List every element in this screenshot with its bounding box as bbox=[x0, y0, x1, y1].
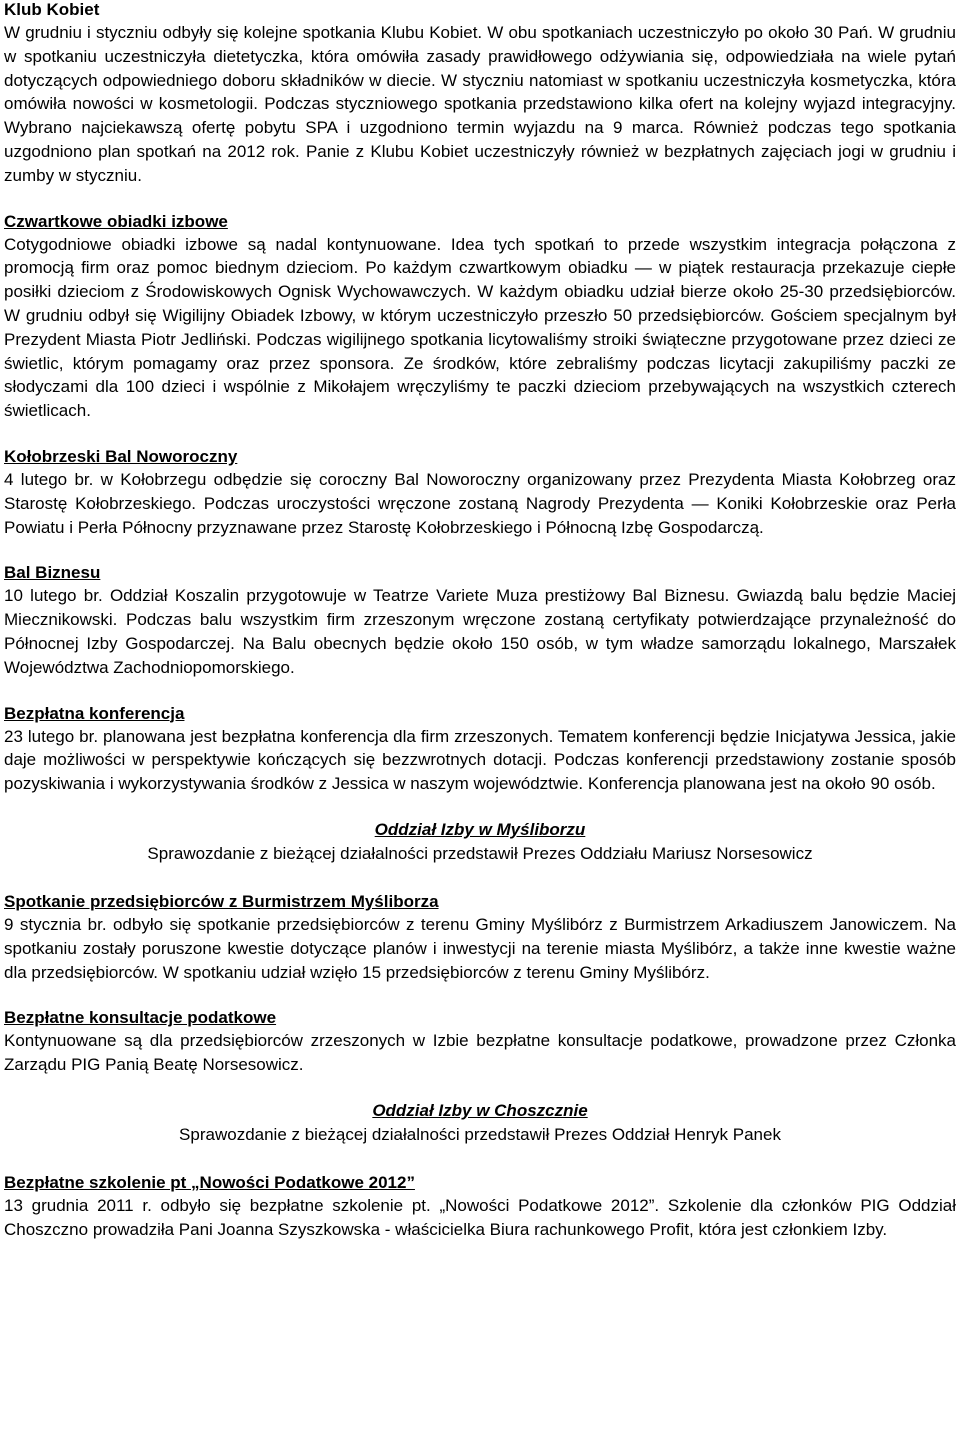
section-paragraph: 13 grudnia 2011 r. odbyło się bezpłatne szkolenie pt. „Nowości Podatkowe 2012”. Szkolenie dla członków PIG Oddział Choszczno prowadziła Pani Joanna Szyszkowska - właścicielka Biura rachunkowego Profit, która jest członkiem Izby. bbox=[4, 1195, 956, 1239]
section-heading: Bal Biznesu bbox=[4, 563, 101, 583]
branch-title: Oddział Izby w Choszcznie bbox=[372, 1100, 588, 1120]
section-paragraph: W grudniu i styczniu odbyły się kolejne spotkania Klubu Kobiet. W obu spotkaniach uczestniczyło po około 30 Pań. W grudniu w spotkaniu uczestniczyła dietetyczka, która omówiła zasady prawidłowego odżywiania się, odpowiedziała na wiele pytań dotyczących odpowiedniego doboru składników w diecie. W styczniu natomiast w spotkaniu uczestniczyła kosmetyczka, która omówiła nowości w kosmetologii. Podczas styczniowego spotkania przedstawiono kilka ofert na kolejny wyjazd integracyjny. Wybrano najciekawszą ofertę pobytu SPA i uzgodniono termin wyjazdu na 9 marca. Również podczas tego spotkania uzgodniono plan spotkań na 2012 rok. Panie z Klubu Kobiet uczestniczyły również w bezpłatnych zajęciach jogi w grudniu i zumby w styczniu. bbox=[4, 23, 956, 185]
section-spotkanie-burmistrz bbox=[4, 890, 956, 984]
branch-report: Sprawozdanie z bieżącej działalności przedstawił Prezes Oddział Henryk Panek bbox=[179, 1124, 781, 1144]
branch-mysliborz bbox=[4, 818, 956, 866]
section-heading: Bezpłatne szkolenie pt „Nowości Podatkowe 2012” bbox=[4, 1172, 415, 1192]
section-paragraph: 4 lutego br. w Kołobrzegu odbędzie się coroczny Bal Noworoczny organizowany przez Prezydenta Miasta Kołobrzeg oraz Starostę Kołobrzeskiego. Podczas uroczystości wręczone zostaną Nagrody Prezydenta — Koniki Kołobrzeskie oraz Perła Powiatu i Perła Północny przyznawane przez Starostę Kołobrzeskiego i Północną Izbę Gospodarczą. bbox=[4, 469, 956, 537]
section-paragraph: 10 lutego br. Oddział Koszalin przygotowuje w Teatrze Variete Muza prestiżowy Bal Biznesu. Gwiazdą balu będzie Maciej Miecznikowski. Podczas balu wszystkim firm zrzeszonym wręczone zostaną certyfikaty potwierdzające przynależność do Północnej Izby Gospodarczej. Na Balu obecnych będzie około 150 osób, w tym władze samorządu lokalnego, Marszałek Województwa Zachodniopomorskiego. bbox=[4, 586, 956, 677]
section-heading: Czwartkowe obiadki izbowe bbox=[4, 211, 228, 231]
branch-title: Oddział Izby w Myśliborzu bbox=[374, 819, 586, 839]
section-bal-noworoczny bbox=[4, 445, 956, 539]
section-czwartkowe-obiadki bbox=[4, 210, 956, 423]
section-paragraph: Kontynuowane są dla przedsiębiorców zrzeszonych w Izbie bezpłatne konsultacje podatkowe, prowadzone przez Członka Zarządu PIG Panią Beatę Norsesowicz. bbox=[4, 1031, 956, 1075]
section-szkolenie-podatkowe bbox=[4, 1171, 956, 1242]
section-bal-biznesu bbox=[4, 561, 956, 679]
section-paragraph: 9 stycznia br. odbyło się spotkanie przedsiębiorców z terenu Gminy Myślibórz z Burmistrzem Arkadiuszem Janowiczem. Na spotkaniu zostały poruszone kwestie dotyczące planów i inwestycji na terenie miasta Myślibórz, a także inne kwestie ważne dla przedsiębiorców. W spotkaniu udział wzięło 15 przedsiębiorców z terenu Gminy Myślibórz. bbox=[4, 914, 956, 982]
section-heading: Bezpłatna konferencja bbox=[4, 703, 185, 723]
section-bezplatna-konferencja bbox=[4, 702, 956, 796]
section-paragraph: 23 lutego br. planowana jest bezpłatna konferencja dla firm zrzeszonych. Tematem konferencji będzie Inicjatywa Jessica, jakie daje możliwości w perspektywie kończących się bezzwrotnych dotacji. Podczas konferencji przedstawiony zostanie sposób pozyskiwania i wykorzystywania środków z Jessica w naszym województwie. Konferencja planowana jest na około 90 osób. bbox=[4, 726, 956, 794]
branch-choszczno bbox=[4, 1099, 956, 1147]
section-klub-kobiet bbox=[4, 0, 956, 188]
section-heading: Bezpłatne konsultacje podatkowe bbox=[4, 1008, 277, 1028]
section-heading: Kołobrzeski Bal Noworoczny bbox=[4, 446, 238, 466]
section-heading: Spotkanie przedsiębiorców z Burmistrzem Myśliborza bbox=[4, 891, 439, 911]
section-paragraph: Cotygodniowe obiadki izbowe są nadal kontynuowane. Idea tych spotkań to przede wszystkim integracja połączona z promocją firm oraz pomoc biednym dzieciom. Po każdym czwartkowym obiadku — w piątek restauracja przekazuje ciepłe posiłki dzieciom z Środowiskowych Ognisk Wychowawczych. W każdym obiadku udział bierze około 25-30 przedsiębiorców. W grudniu odbył się Wigilijny Obiadek Izbowy, w którym uczestniczyło przeszło 50 przedsiębiorców. Gościem specjalnym był Prezydent Miasta Piotr Jedliński. Podczas wigilijnego spotkania licytowaliśmy stroiki świąteczne przygotowane przez dzieci ze świetlic, którym pomagamy oraz przez sponsora. Ze środków, które zebraliśmy podczas licytacji zakupiliśmy paczki ze słodyczami dla 100 dzieci i wspólnie z Mikołajem wręczyliśmy te paczki dzieciom przebywających na wszystkich czterech świetlicach. bbox=[4, 234, 956, 421]
section-heading: Klub Kobiet bbox=[4, 0, 100, 19]
branch-report: Sprawozdanie z bieżącej działalności przedstawił Prezes Oddziału Mariusz Norsesowicz bbox=[147, 843, 813, 863]
section-konsultacje-podatkowe bbox=[4, 1006, 956, 1077]
